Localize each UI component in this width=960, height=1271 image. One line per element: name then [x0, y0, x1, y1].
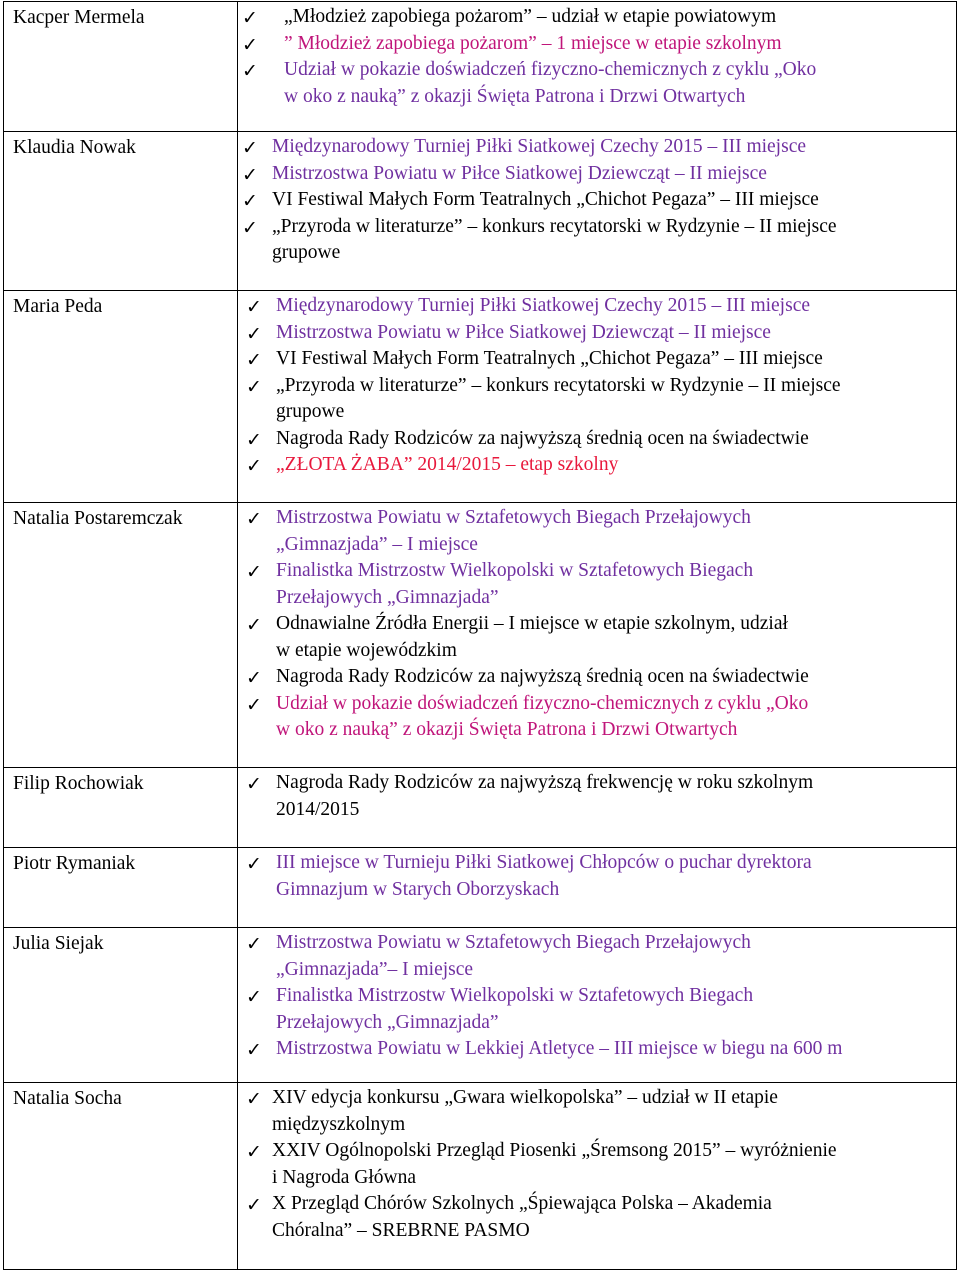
award-item — [238, 983, 956, 1036]
awards-table-body — [4, 2, 957, 1270]
award-item — [238, 691, 956, 744]
awards-list — [238, 850, 956, 903]
award-item — [238, 31, 956, 58]
award-item — [238, 214, 956, 267]
checkmark-icon: ✓ — [242, 190, 258, 212]
student-name: Klaudia Nowak — [4, 132, 238, 291]
awards-list — [238, 770, 956, 823]
student-name: Filip Rochowiak — [4, 768, 238, 848]
award-item — [238, 664, 956, 691]
checkmark-icon: ✓ — [246, 693, 262, 716]
award-item — [238, 161, 956, 188]
checkmark-icon: ✓ — [242, 60, 258, 82]
checkmark-icon: ✓ — [246, 375, 262, 398]
award-text-line: Nagroda Rady Rodziców za najwyższą frekwencję w roku szkolnym — [276, 772, 814, 793]
award-text-line: ” Młodzież zapobiega pożarom” – 1 miejsce w etapie szkolnym — [284, 32, 782, 54]
award-text-line: Przełajowych „Gimnazjada” — [276, 1011, 499, 1033]
student-row — [4, 291, 957, 503]
student-row — [4, 1083, 957, 1270]
awards-cell — [238, 848, 957, 928]
awards-cell — [238, 1083, 957, 1270]
checkmark-icon: ✓ — [246, 1088, 262, 1110]
student-name: Maria Peda — [4, 291, 238, 503]
award-text-line: Mistrzostwa Powiatu w Lekkiej Atletyce – III miejsce w biegu na 600 m — [276, 1038, 843, 1059]
award-text-line: VI Festiwal Małych Form Teatralnych „Chichot Pegaza” – III miejsce — [272, 189, 819, 210]
award-item — [238, 930, 956, 983]
award-item — [238, 346, 956, 373]
awards-table — [3, 1, 957, 1270]
checkmark-icon: ✓ — [246, 296, 262, 318]
award-item — [238, 320, 956, 347]
award-text-line: grupowe — [272, 242, 341, 263]
award-text-line: Udział w pokazie doświadczeń fizyczno-chemicznych z cyklu „Oko — [276, 692, 809, 714]
award-text-line: VI Festiwal Małych Form Teatralnych „Chichot Pegaza” – III miejsce — [276, 348, 823, 369]
award-text-line: „Przyroda w literaturze” – konkurs recytatorski w Rydzynie – II miejsce — [272, 215, 837, 237]
award-item — [238, 57, 956, 110]
student-row — [4, 503, 957, 768]
awards-list — [238, 4, 956, 110]
award-item — [238, 1036, 956, 1063]
award-item — [238, 611, 956, 664]
award-text-line: III miejsce w Turnieju Piłki Siatkowej Chłopców o puchar dyrektora — [276, 852, 812, 873]
award-item — [238, 1085, 956, 1138]
student-name: Piotr Rymaniak — [4, 848, 238, 928]
award-text-line: Nagroda Rady Rodziców za najwyższą średnią ocen na świadectwie — [276, 427, 809, 449]
checkmark-icon: ✓ — [246, 428, 262, 451]
awards-list — [238, 134, 956, 267]
award-text-line: międzyszkolnym — [272, 1113, 406, 1135]
award-text-line: „Gimnazjada” – I miejsce — [276, 533, 478, 555]
award-text-line: „Przyroda w literaturze” – konkurs recytatorski w Rydzynie – II miejsce — [276, 374, 841, 396]
award-item — [238, 426, 956, 453]
award-text-line: „ZŁOTA ŻABA” 2014/2015 – etap szkolny — [276, 454, 619, 475]
award-text-line: XIV edycja konkursu „Gwara wielkopolska” – udział w II etapie — [272, 1087, 778, 1108]
award-text-line: Nagroda Rady Rodziców za najwyższą średnią ocen na świadectwie — [276, 666, 809, 687]
award-text-line: X Przegląd Chórów Szkolnych „Śpiewająca Polska – Akademia — [272, 1193, 772, 1214]
awards-cell — [238, 291, 957, 503]
student-name: Natalia Postaremczak — [4, 503, 238, 768]
award-item — [238, 505, 956, 558]
checkmark-icon: ✓ — [242, 7, 258, 29]
award-item — [238, 373, 956, 426]
awards-list — [238, 930, 956, 1063]
checkmark-icon: ✓ — [246, 1141, 262, 1163]
checkmark-icon: ✓ — [246, 773, 262, 795]
awards-cell — [238, 768, 957, 848]
checkmark-icon: ✓ — [246, 455, 262, 477]
award-text-line: XXIV Ogólnopolski Przegląd Piosenki „Śremsong 2015” – wyróżnienie — [272, 1140, 837, 1161]
checkmark-icon: ✓ — [246, 322, 262, 345]
award-text-line: „Gimnazjada”– I miejsce — [276, 958, 474, 980]
awards-list — [238, 293, 956, 479]
checkmark-icon: ✓ — [242, 216, 258, 239]
award-text-line: Mistrzostwa Powiatu w Piłce Siatkowej Dziewcząt – II miejsce — [272, 162, 767, 184]
award-text-line: Międzynarodowy Turniej Piłki Siatkowej Czechy 2015 – III miejsce — [272, 136, 807, 157]
award-text-line: i Nagroda Główna — [272, 1166, 417, 1188]
award-text-line: w etapie wojewódzkim — [276, 639, 457, 661]
award-text-line: Mistrzostwa Powiatu w Sztafetowych Biegach Przełajowych — [276, 507, 751, 528]
award-text-line: w oko z nauką” z okazji Święta Patrona i Drzwi Otwartych — [284, 85, 746, 107]
student-name: Julia Siejak — [4, 928, 238, 1083]
checkmark-icon: ✓ — [242, 163, 258, 186]
checkmark-icon: ✓ — [246, 933, 262, 955]
award-text-line: Udział w pokazie doświadczeń fizyczno-chemicznych z cyklu „Oko — [284, 59, 817, 80]
student-row — [4, 2, 957, 132]
award-text-line: „Młodzież zapobiega pożarom” – udział w etapie powiatowym — [284, 6, 777, 27]
checkmark-icon: ✓ — [246, 1194, 262, 1216]
awards-cell — [238, 928, 957, 1083]
awards-list — [238, 1085, 956, 1244]
student-row — [4, 928, 957, 1083]
award-text-line: Finalistka Mistrzostw Wielkopolski w Sztafetowych Biegach — [276, 560, 754, 581]
award-item — [238, 452, 956, 479]
award-text-line: w oko z nauką” z okazji Święta Patrona i Drzwi Otwartych — [276, 719, 738, 740]
award-item — [238, 1138, 956, 1191]
award-text-line: Chóralna” – SREBRNE PASMO — [272, 1219, 530, 1241]
award-item — [238, 770, 956, 823]
awards-cell — [238, 503, 957, 768]
checkmark-icon: ✓ — [246, 508, 262, 530]
award-text-line: Mistrzostwa Powiatu w Piłce Siatkowej Dziewcząt – II miejsce — [276, 321, 771, 343]
checkmark-icon: ✓ — [246, 1039, 262, 1061]
student-name: Natalia Socha — [4, 1083, 238, 1270]
awards-cell — [238, 132, 957, 291]
award-item — [238, 134, 956, 161]
checkmark-icon: ✓ — [246, 614, 262, 636]
checkmark-icon: ✓ — [246, 349, 262, 371]
award-text-line: Gimnazjum w Starych Oborzyskach — [276, 878, 560, 900]
award-item — [238, 293, 956, 320]
checkmark-icon: ✓ — [246, 986, 262, 1008]
award-text-line: Finalistka Mistrzostw Wielkopolski w Sztafetowych Biegach — [276, 985, 754, 1006]
award-text-line: Odnawialne Źródła Energii – I miejsce w etapie szkolnym, udział — [276, 613, 788, 634]
award-item — [238, 850, 956, 903]
awards-list — [238, 505, 956, 744]
checkmark-icon: ✓ — [242, 137, 258, 159]
award-text-line: 2014/2015 — [276, 798, 360, 820]
award-text-line: Międzynarodowy Turniej Piłki Siatkowej Czechy 2015 – III miejsce — [276, 295, 811, 316]
student-row — [4, 132, 957, 291]
checkmark-icon: ✓ — [242, 33, 258, 56]
checkmark-icon: ✓ — [246, 561, 262, 583]
award-item — [238, 4, 956, 31]
award-text-line: grupowe — [276, 401, 345, 422]
awards-cell — [238, 2, 957, 132]
award-text-line: Mistrzostwa Powiatu w Sztafetowych Biegach Przełajowych — [276, 932, 751, 953]
award-item — [238, 187, 956, 214]
student-row — [4, 768, 957, 848]
award-text-line: Przełajowych „Gimnazjada” — [276, 586, 499, 608]
student-row — [4, 848, 957, 928]
award-item — [238, 558, 956, 611]
student-name: Kacper Mermela — [4, 2, 238, 132]
checkmark-icon: ✓ — [246, 667, 262, 689]
award-item — [238, 1191, 956, 1244]
checkmark-icon: ✓ — [246, 853, 262, 875]
